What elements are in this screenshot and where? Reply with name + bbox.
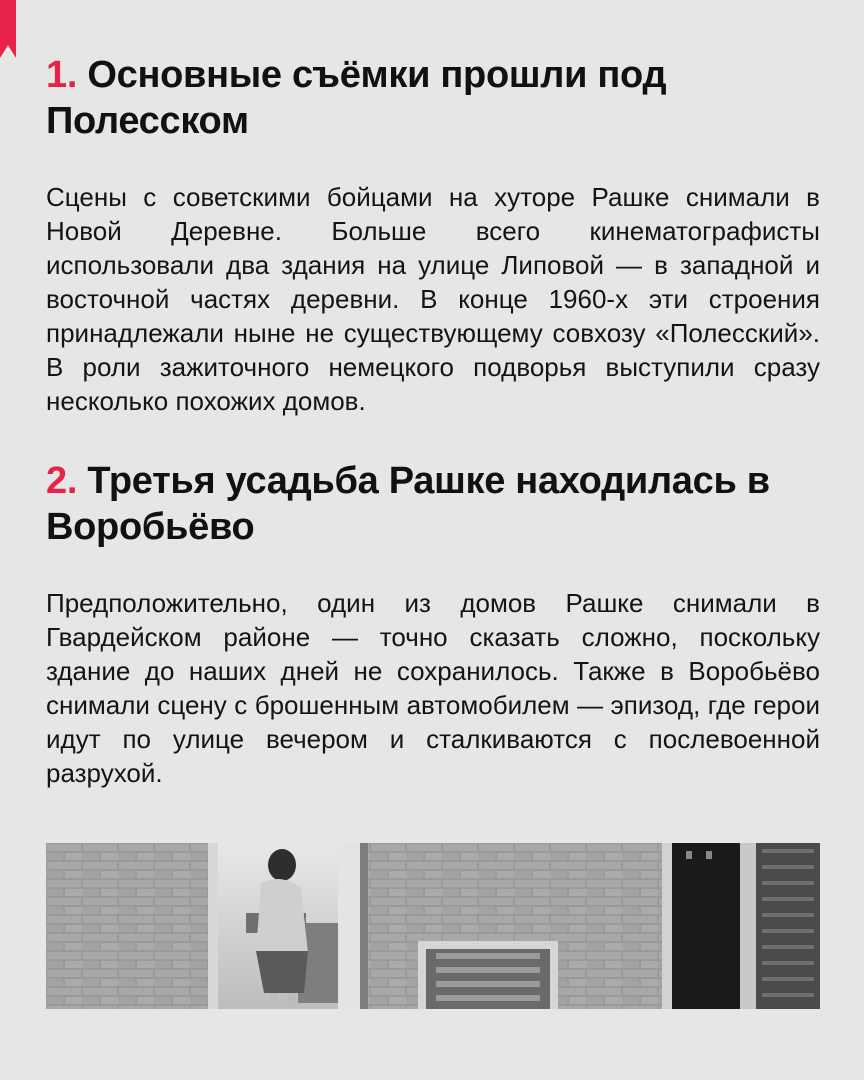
section-1-title: Основные съёмки прошли под Полесском xyxy=(46,54,667,142)
article-content xyxy=(46,52,820,790)
section-2-heading xyxy=(46,458,820,550)
section-2-body: Предположительно, один из домов Рашке снимали в Гвардейском районе — точно сказать сложно, поскольку здание до наших дней не сохранилось. Также в Воробьёво снимали сцену с брошенным автомобилем — эпизод, где герои идут по улице вечером и сталкиваются с послевоенной разрухой. xyxy=(46,588,820,788)
section-2-number: 2. xyxy=(46,460,78,502)
bookmark-ribbon-icon xyxy=(0,0,16,58)
section-2-title: Третья усадьба Рашке находилась в Воробьёво xyxy=(46,460,770,548)
section-1-heading xyxy=(46,52,820,144)
film-still-photo xyxy=(46,843,820,1009)
section-1-number: 1. xyxy=(46,54,78,96)
film-still-image xyxy=(46,843,820,1009)
section-1-body: Сцены с советскими бойцами на хуторе Рашке снимали в Новой Деревне. Больше всего кинематографисты использовали два здания на улице Липовой — в западной и восточной частях деревни. В конце 1960-х эти строения принадлежали ныне не существующему совхозу «Полесский». В роли зажиточного немецкого подворья выступили сразу несколько похожих домов. xyxy=(46,182,820,416)
